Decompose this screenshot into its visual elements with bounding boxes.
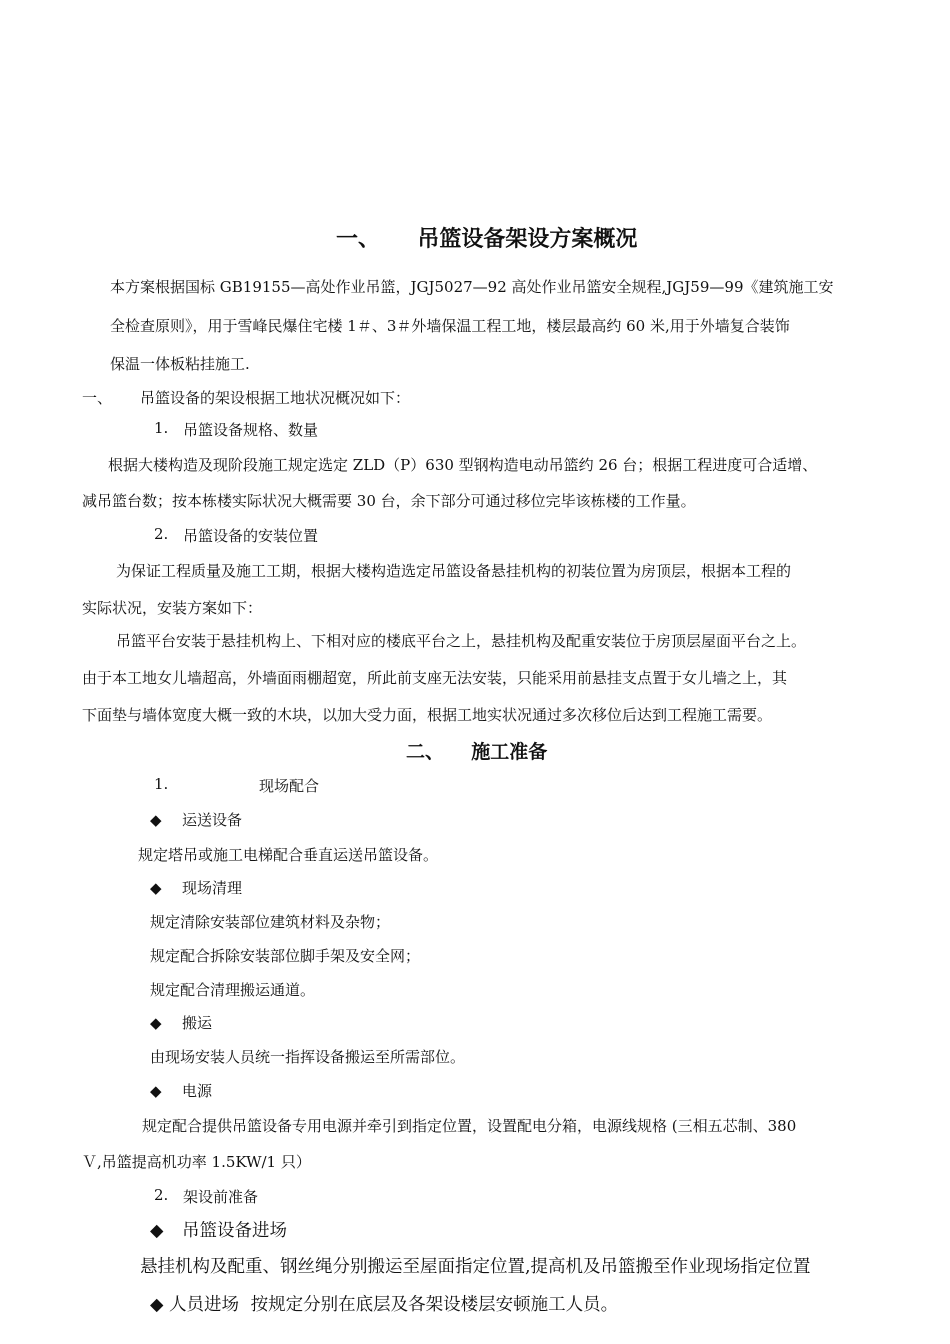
- s2-item1-title: 现场配合: [259, 777, 320, 795]
- diamond-bullet-icon: ◆: [150, 811, 162, 829]
- carry-text: 由现场安装人员统一指挥设备搬运至所需部位。: [150, 1048, 466, 1066]
- diamond-bullet-icon: ◆: [150, 1014, 162, 1032]
- s1-item2-line-1: 为保证工程质量及施工工期，根据大楼构造选定吊篮设备悬挂机构的初装位置为房顶层，根据本工程的: [116, 562, 792, 580]
- diamond-bullet-icon: ◆: [150, 1082, 162, 1100]
- s1-item2-line-2: 实际状况，安装方案如下：: [82, 599, 263, 617]
- s1-item2-title: 吊篮设备的安装位置: [183, 527, 319, 545]
- cleanup-line-1: 规定清除安装部位建筑材料及杂物；: [150, 913, 391, 931]
- s1-item2-line-5: 下面垫与墙体宽度大概一致的木块，以加大受力面，根据工地实状况通过多次移位后达到工程施工需要。: [82, 706, 773, 724]
- cleanup-line-3: 规定配合清理搬运通道。: [150, 981, 316, 999]
- s1-item1-title: 吊篮设备规格、数量: [183, 421, 319, 439]
- section1-number: 一、: [336, 227, 381, 252]
- intro-line-1: 本方案根据国标 GB19155—高处作业吊篮，JGJ5027—92 高处作业吊篮安全规程,JGJ59—99《建筑施工安: [110, 278, 834, 296]
- section2-title: 施工准备: [471, 741, 548, 763]
- s1-item2-line-4: 由于本工地女儿墙超高，外墙面雨棚超宽，所此前支座无法安装，只能采用前悬挂支点置于女儿墙之上，其: [82, 669, 788, 687]
- carry-bullet: [150, 1012, 212, 1033]
- cleanup-bullet: [150, 877, 242, 898]
- carry-label: 搬运: [182, 1014, 213, 1032]
- s1-item2-number: 2.: [154, 525, 169, 543]
- s1-item2-line-3: 吊篮平台安装于悬挂机构上、下相对应的楼底平台之上，悬挂机构及配重安装位于房顶层屋面平台之上。: [116, 632, 807, 650]
- s1-item1-line-2: 减吊篮台数；按本栋楼实际状况大概需要 30 台，余下部分可通过移位完毕该栋楼的工作量。: [82, 492, 696, 510]
- s1-item1-number: 1.: [154, 419, 169, 437]
- section2-heading: [406, 737, 547, 764]
- power-label: 电源: [182, 1082, 213, 1100]
- entry-text: 悬挂机构及配重、钢丝绳分别搬运至屋面指定位置,提高机及吊篮搬至作业现场指定位置: [140, 1257, 811, 1277]
- power-line-2: Ｖ,吊篮提高机功率 1.5KW/1 只）: [82, 1153, 311, 1171]
- staff-text: 按规定分别在底层及各架设楼层安顿施工人员。: [250, 1295, 619, 1315]
- s2-item1-number: 1.: [154, 775, 169, 793]
- sub-heading: 吊篮设备的架设根据工地状况概况如下：: [140, 389, 411, 407]
- entry-label: 吊篮设备进场: [182, 1221, 287, 1241]
- s1-item1-line-1: 根据大楼构造及现阶段施工规定选定 ZLD（P）630 型钢构造电动吊篮约 26 台；根据工程进度可合适增、: [108, 456, 818, 474]
- s2-item2-number: 2.: [154, 1186, 169, 1204]
- intro-line-2: 全检查原则》，用于雪峰民爆住宅楼 1＃、3＃外墙保温工程工地，楼层最高约 60 米,用于外墙复合装饰: [110, 317, 790, 335]
- section1-title: 吊篮设备架设方案概况: [417, 227, 638, 252]
- cleanup-line-2: 规定配合拆除安装部位脚手架及安全网；: [150, 947, 421, 965]
- section2-number: 二、: [406, 741, 445, 763]
- transport-bullet: [150, 809, 242, 830]
- entry-bullet: [150, 1217, 287, 1242]
- cleanup-label: 现场清理: [182, 879, 243, 897]
- sub-heading-number: 一、: [82, 389, 113, 407]
- power-bullet: [150, 1080, 212, 1101]
- diamond-bullet-icon: ◆: [150, 879, 162, 897]
- diamond-bullet-icon: ◆: [150, 1295, 164, 1315]
- transport-text: 规定塔吊或施工电梯配合垂直运送吊篮设备。: [138, 846, 439, 864]
- power-line-1: 规定配合提供吊篮设备专用电源并牵引到指定位置，设置配电分箱，电源线规格 (三相五芯制、380: [142, 1117, 797, 1135]
- staff-label: 人员进场: [169, 1295, 240, 1315]
- staff-bullet: [150, 1291, 618, 1316]
- transport-label: 运送设备: [182, 811, 243, 829]
- diamond-bullet-icon: ◆: [150, 1221, 164, 1241]
- intro-line-3: 保温一体板粘挂施工.: [110, 355, 250, 373]
- s2-item2-title: 架设前准备: [183, 1188, 259, 1206]
- section1-heading: [336, 222, 637, 253]
